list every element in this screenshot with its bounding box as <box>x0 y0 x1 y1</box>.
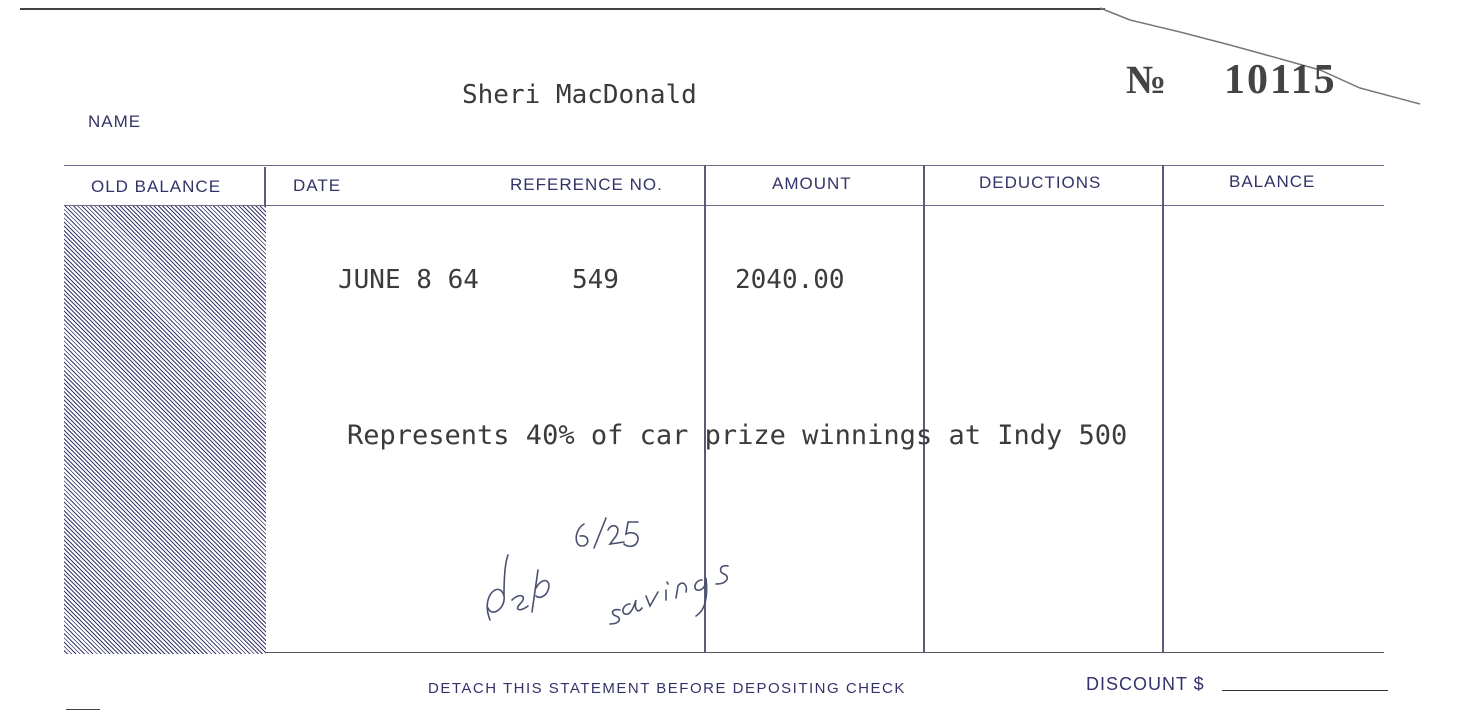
header-deductions: DEDUCTIONS <box>979 173 1102 192</box>
discount-line <box>1222 690 1388 691</box>
header-date: DATE <box>293 176 342 195</box>
divider-amount <box>923 165 925 653</box>
header-old-balance: OLD BALANCE <box>91 177 222 196</box>
name-label: NAME <box>88 112 142 131</box>
header-reference: REFERENCE NO. <box>510 175 663 194</box>
old-balance-hatch <box>64 206 266 654</box>
header-balance: BALANCE <box>1229 172 1316 191</box>
divider-deductions <box>1162 165 1164 653</box>
handwritten-annotation <box>470 500 770 640</box>
entry-date: JUNE 8 64 <box>338 265 479 295</box>
discount-label: DISCOUNT $ <box>1086 674 1205 694</box>
entry-reference: 549 <box>572 265 619 295</box>
detach-notice: DETACH THIS STATEMENT BEFORE DEPOSITING CHECK <box>428 680 906 697</box>
header-amount: AMOUNT <box>772 174 852 193</box>
entry-note: Represents 40% of car prize winnings at Indy 500 <box>347 420 1128 451</box>
footer-tick <box>66 709 100 710</box>
number-symbol: № <box>1126 57 1167 102</box>
statement-number: 10115 <box>1224 57 1337 103</box>
name-value: Sheri MacDonald <box>462 80 697 110</box>
table-top-rule <box>64 165 1384 166</box>
entry-amount: 2040.00 <box>735 265 845 295</box>
